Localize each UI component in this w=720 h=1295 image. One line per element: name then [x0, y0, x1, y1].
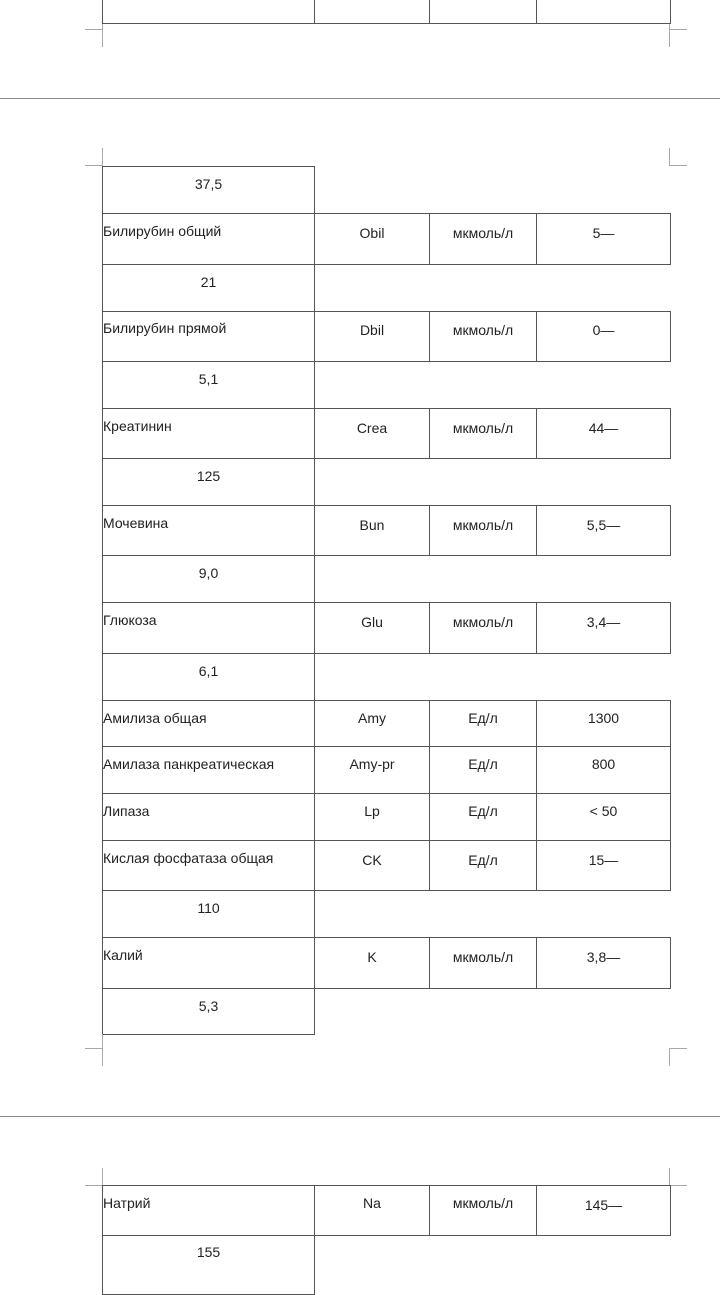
analysis-code: Crea	[314, 408, 430, 459]
margin-mark	[669, 148, 687, 166]
analysis-reference: 145—	[536, 1185, 671, 1236]
analysis-reference: 15—	[536, 840, 671, 891]
analysis-name: Билирубин прямой	[102, 311, 315, 362]
analysis-name: Амилаза панкреатическая	[102, 746, 315, 794]
analysis-code: Glu	[314, 602, 430, 654]
analysis-unit: Ед/л	[429, 700, 537, 747]
analysis-name: Мочевина	[102, 505, 315, 556]
analysis-unit: мкмоль/л	[429, 311, 537, 362]
analysis-name: Креатинин	[102, 408, 315, 459]
analysis-name: Кислая фосфатаза общая	[102, 840, 315, 891]
table-row-continuation: 6,1	[102, 653, 315, 701]
margin-mark	[85, 29, 103, 47]
analysis-unit: Ед/л	[429, 840, 537, 891]
analysis-unit: Ед/л	[429, 746, 537, 794]
analysis-code: Obil	[314, 213, 430, 265]
analysis-unit: мкмоль/л	[429, 505, 537, 556]
analysis-code: Na	[314, 1185, 430, 1236]
margin-mark	[669, 1048, 687, 1066]
analysis-reference: 5,5—	[536, 505, 671, 556]
analysis-name: Липаза	[102, 793, 315, 841]
table-cell	[536, 0, 671, 24]
analysis-unit: мкмоль/л	[429, 408, 537, 459]
table-row-continuation: 5,1	[102, 361, 315, 409]
analysis-name: Амилиза общая	[102, 700, 315, 747]
analysis-name: Калий	[102, 937, 315, 989]
margin-mark	[669, 1168, 687, 1186]
analysis-reference: 0—	[536, 311, 671, 362]
table-cell	[429, 0, 537, 24]
analysis-code: Bun	[314, 505, 430, 556]
margin-mark	[85, 1048, 103, 1066]
margin-mark	[102, 24, 103, 46]
analysis-unit: Ед/л	[429, 793, 537, 841]
analysis-code: Dbil	[314, 311, 430, 362]
analysis-reference: < 50	[536, 793, 671, 841]
page-separator	[0, 1116, 720, 1117]
table-row-continuation: 125	[102, 458, 315, 506]
table-row-continuation: 155	[102, 1235, 315, 1295]
table-cell	[102, 0, 315, 24]
analysis-unit: мкмоль/л	[429, 937, 537, 989]
table-cell	[314, 0, 430, 24]
page-separator	[0, 98, 720, 99]
table-row-continuation: 110	[102, 890, 315, 938]
analysis-code: Lp	[314, 793, 430, 841]
analysis-code: Amy-pr	[314, 746, 430, 794]
table-row-continuation: 5,3	[102, 988, 315, 1035]
analysis-unit: мкмоль/л	[429, 213, 537, 265]
analysis-reference: 800	[536, 746, 671, 794]
margin-mark	[669, 24, 670, 46]
analysis-reference: 5—	[536, 213, 671, 265]
margin-mark	[102, 1034, 103, 1066]
margin-mark	[669, 29, 687, 47]
analysis-name: Билирубин общий	[102, 213, 315, 265]
analysis-code: CK	[314, 840, 430, 891]
analysis-reference: 1300	[536, 700, 671, 747]
table-row-continuation: 37,5	[102, 166, 315, 214]
analysis-reference: 3,4—	[536, 602, 671, 654]
analysis-unit: мкмоль/л	[429, 602, 537, 654]
analysis-code: Amy	[314, 700, 430, 747]
margin-mark	[85, 148, 103, 166]
margin-mark	[85, 1168, 103, 1186]
analysis-unit: мкмоль/л	[429, 1185, 537, 1236]
analysis-reference: 44—	[536, 408, 671, 459]
analysis-name: Натрий	[102, 1185, 315, 1236]
analysis-name: Глюкоза	[102, 602, 315, 654]
analysis-reference: 3,8—	[536, 937, 671, 989]
analysis-code: K	[314, 937, 430, 989]
table-row-continuation: 21	[102, 264, 315, 312]
table-row-continuation: 9,0	[102, 555, 315, 603]
